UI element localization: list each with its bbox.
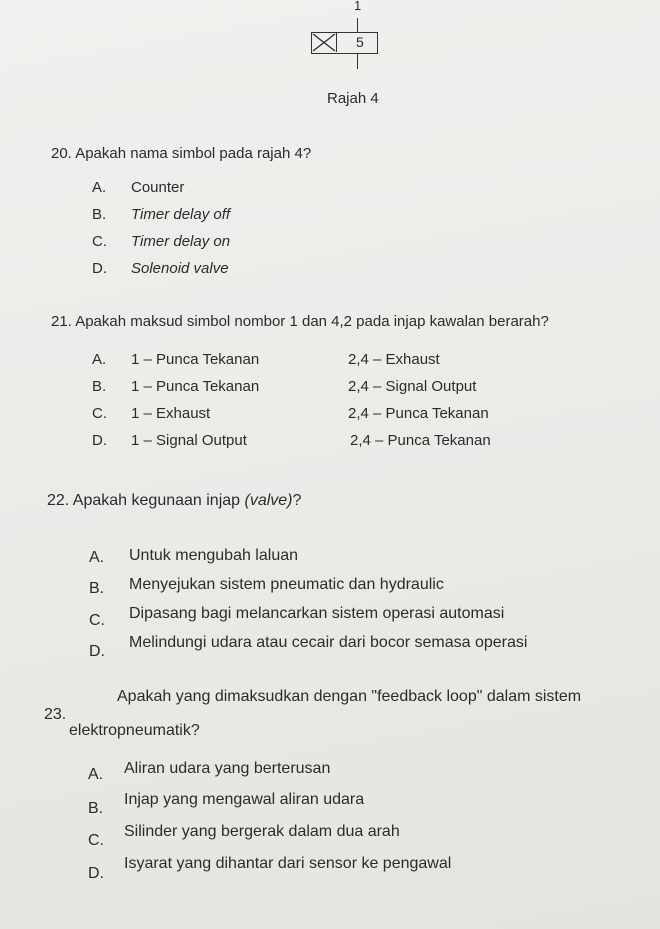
q23-option-b-letter: B. [88,800,104,817]
question-22-italic: (valve) [244,492,293,509]
q20-option-b: Timer delay off [131,206,231,223]
figure-top-number: 1 [354,0,362,13]
question-22 [47,492,301,510]
q21-option-c-letter: C. [92,405,107,422]
figure-bottom-line [357,54,358,69]
q20-option-b-letter: B. [92,206,107,223]
q21-option-d-col1: 1 – Signal Output [131,432,247,449]
q21-option-b-col1: 1 – Punca Tekanan [131,378,260,395]
q21-option-a-letter: A. [92,351,107,368]
question-20: 20. Apakah nama simbol pada rajah 4? [51,145,312,162]
question-21: 21. Apakah maksud simbol nombor 1 dan 4,2 pada injap kawalan berarah? [51,313,549,330]
q21-option-d-letter: D. [92,432,107,449]
q23-option-d-letter: D. [88,865,104,882]
q21-option-b-letter: B. [92,378,107,395]
q22-option-c-letter: C. [89,612,105,629]
q22-option-b-letter: B. [89,580,105,597]
q23-option-b: Injap yang mengawal aliran udara [124,791,365,808]
q21-option-b-col2: 2,4 – Signal Output [348,378,477,395]
q23-option-c: Silinder yang bergerak dalam dua arah [124,823,400,840]
q20-option-d-letter: D. [92,260,107,277]
question-22-suffix: ? [292,492,302,509]
figure-box [311,32,378,54]
q23-option-a: Aliran udara yang berterusan [124,760,331,777]
q21-option-c-col2: 2,4 – Punca Tekanan [348,405,489,422]
q20-option-d: Solenoid valve [131,260,229,277]
q23-option-c-letter: C. [88,832,104,849]
q20-option-c: Timer delay on [131,233,231,250]
q23-option-d: Isyarat yang dihantar dari sensor ke pengawal [124,855,452,872]
q20-option-a-letter: A. [92,179,107,196]
figure-top-line [357,18,358,32]
q22-option-a: Untuk mengubah laluan [129,547,299,564]
q22-option-d: Melindungi udara atau cecair dari bocor semasa operasi [129,634,528,651]
q20-option-a: Counter [131,179,185,196]
q22-option-d-letter: D. [89,643,105,660]
figure-box-number: 5 [356,34,364,50]
q22-option-a-letter: A. [89,549,105,566]
cross-icon [312,33,337,52]
question-23-line2: elektropneumatik? [69,722,200,739]
q22-option-c: Dipasang bagi melancarkan sistem operasi automasi [129,605,505,622]
timer-symbol-figure [300,0,420,80]
question-23-line1: Apakah yang dimaksudkan dengan "feedback loop" dalam sistem [117,688,582,705]
q20-option-c-letter: C. [92,233,107,250]
q22-option-b: Menyejukan sistem pneumatic dan hydraulic [129,576,444,593]
question-22-prefix: 22. Apakah kegunaan injap [47,492,245,509]
q21-option-a-col1: 1 – Punca Tekanan [131,351,260,368]
q23-option-a-letter: A. [88,766,104,783]
q21-option-c-col1: 1 – Exhaust [131,405,211,422]
question-23-number: 23. [44,706,67,723]
q21-option-a-col2: 2,4 – Exhaust [348,351,440,368]
q21-option-d-col2: 2,4 – Punca Tekanan [350,432,491,449]
figure-caption: Rajah 4 [327,90,379,107]
